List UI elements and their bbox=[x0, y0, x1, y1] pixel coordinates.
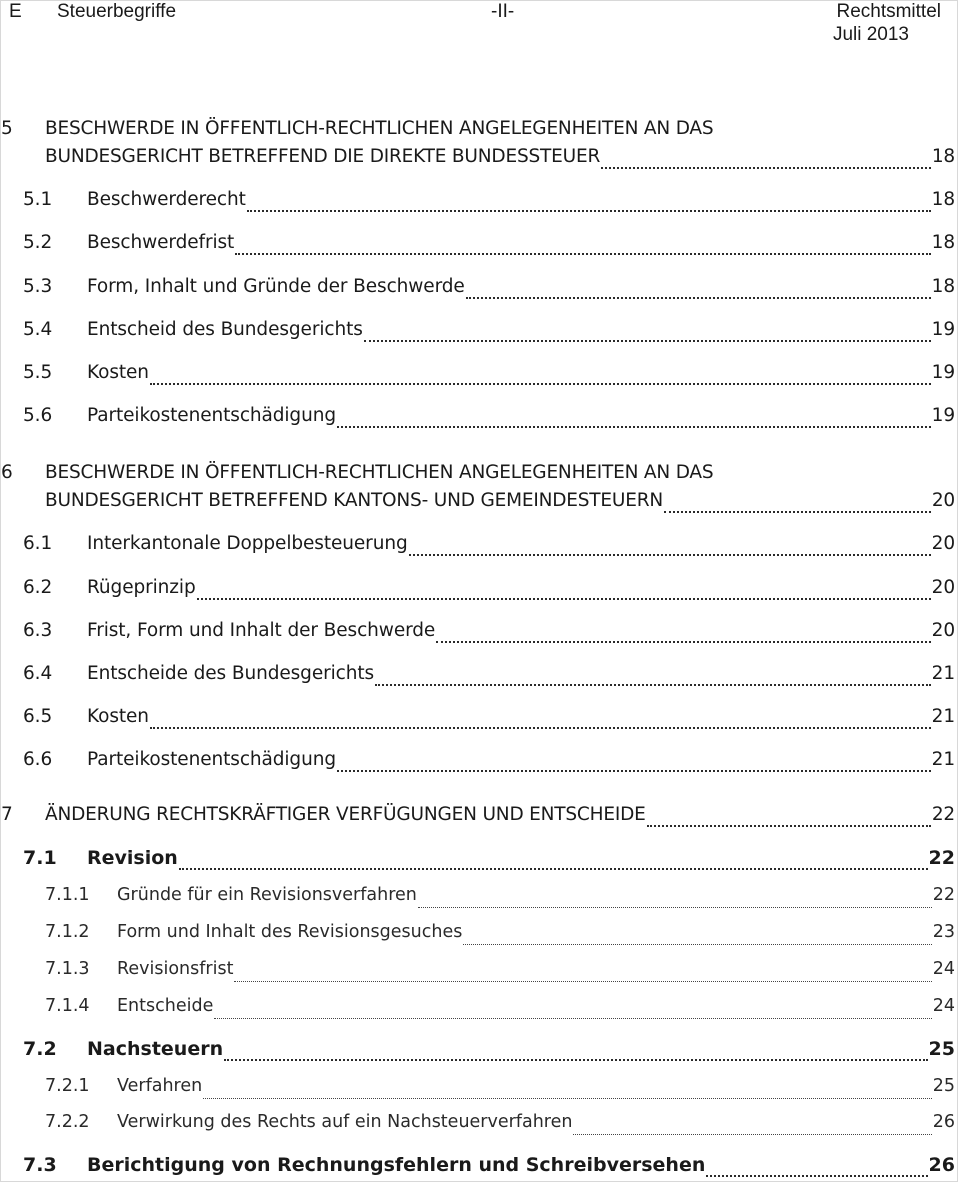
toc-page: 20 bbox=[931, 577, 955, 598]
header-date: Juli 2013 bbox=[832, 24, 909, 45]
toc-number: 7.1 bbox=[23, 847, 57, 869]
toc-title: Beschwerdefrist bbox=[87, 232, 235, 253]
header-title: Steuerbegriffe bbox=[57, 1, 177, 22]
toc-entry-7-1-4[interactable] bbox=[1, 996, 955, 1026]
leader-dots bbox=[647, 825, 931, 827]
leader-dots bbox=[203, 1098, 932, 1099]
toc-entry-7[interactable] bbox=[1, 804, 955, 834]
toc-entry-7-1-2[interactable] bbox=[1, 922, 955, 952]
toc-page: 19 bbox=[931, 319, 955, 340]
header-section: Rechtsmittel bbox=[836, 1, 941, 22]
toc-title: Verfahren bbox=[117, 1076, 203, 1096]
toc-number: 7.1.4 bbox=[45, 996, 90, 1016]
toc-page: 20 bbox=[931, 490, 955, 511]
toc-number: 7.3 bbox=[23, 1154, 57, 1176]
toc-title: Form, Inhalt und Gründe der Beschwerde bbox=[87, 276, 465, 297]
toc-title: Frist, Form und Inhalt der Beschwerde bbox=[87, 620, 436, 641]
leader-dots bbox=[375, 684, 931, 686]
toc-number: 7.2.2 bbox=[45, 1112, 90, 1132]
leader-dots bbox=[409, 554, 931, 556]
toc-page: 22 bbox=[932, 885, 955, 905]
leader-dots bbox=[418, 907, 932, 908]
toc-number: 7.1.3 bbox=[45, 959, 90, 979]
header-letter: E bbox=[9, 1, 22, 22]
toc-number: 6.6 bbox=[23, 749, 53, 770]
toc-title: Form und Inhalt des Revisionsgesuches bbox=[117, 922, 463, 942]
leader-dots bbox=[436, 641, 930, 643]
toc-title: Revision bbox=[87, 847, 178, 869]
toc-entry-5-2[interactable] bbox=[1, 232, 955, 262]
toc-title: Parteikostenentschädigung bbox=[87, 749, 336, 770]
toc-entry-5-1[interactable] bbox=[1, 189, 955, 219]
toc-entry-6-4[interactable] bbox=[1, 663, 955, 693]
leader-dots bbox=[573, 1134, 931, 1135]
toc-page: 23 bbox=[932, 922, 955, 942]
toc-title: ÄNDERUNG RECHTSKRÄFTIGER VERFÜGUNGEN UND ENTSCHEIDE bbox=[45, 804, 646, 825]
leader-dots bbox=[224, 1059, 927, 1061]
toc-page: 25 bbox=[932, 1076, 955, 1096]
toc-page: 21 bbox=[931, 706, 955, 727]
toc-page: 19 bbox=[931, 405, 955, 426]
toc-entry-6-2[interactable] bbox=[1, 577, 955, 607]
toc-entry-6-1[interactable] bbox=[1, 533, 955, 563]
toc-title: Kosten bbox=[87, 706, 149, 727]
toc-page: 20 bbox=[931, 620, 955, 641]
toc-number: 5.1 bbox=[23, 189, 53, 210]
toc-number: 7.2.1 bbox=[45, 1076, 90, 1096]
leader-dots bbox=[466, 297, 931, 299]
toc-title: Berichtigung von Rechnungsfehlern und Schreibversehen bbox=[87, 1154, 706, 1176]
toc-title: Entscheide bbox=[117, 996, 214, 1016]
toc-title: Interkantonale Doppelbesteuerung bbox=[87, 533, 408, 554]
leader-dots bbox=[463, 944, 931, 945]
toc-number: 5.5 bbox=[23, 362, 53, 383]
toc-page: 18 bbox=[931, 146, 955, 167]
leader-dots bbox=[235, 253, 930, 255]
toc-number: 6.5 bbox=[23, 706, 53, 727]
leader-dots bbox=[179, 868, 928, 870]
toc-entry-5-5[interactable] bbox=[1, 362, 955, 392]
toc-page: 25 bbox=[928, 1038, 955, 1060]
toc-title: BUNDESGERICHT BETREFFEND KANTONS- UND GEMEINDESTEUERN bbox=[45, 490, 664, 511]
toc-number: 6.4 bbox=[23, 663, 53, 684]
toc-entry-5-4[interactable] bbox=[1, 319, 955, 349]
toc-title: Entscheide des Bundesgerichts bbox=[87, 663, 375, 684]
toc-entry-5-6[interactable] bbox=[1, 405, 955, 435]
leader-dots bbox=[337, 770, 931, 772]
toc-title: Rügeprinzip bbox=[87, 577, 196, 598]
leader-dots bbox=[601, 167, 931, 169]
toc-number: 7 bbox=[1, 804, 13, 825]
toc-entry-7-1-3[interactable] bbox=[1, 959, 955, 989]
toc-entry-7-2[interactable] bbox=[1, 1038, 955, 1068]
toc-heading-6-line1: BESCHWERDE IN ÖFFENTLICH-RECHTLICHEN ANGELEGENHEITEN AN DAS bbox=[45, 462, 714, 483]
toc-title: Verwirkung des Rechts auf ein Nachsteuerverfahren bbox=[117, 1112, 573, 1132]
toc-number: 6.2 bbox=[23, 577, 53, 598]
toc-page: 18 bbox=[931, 276, 955, 297]
toc-page: 22 bbox=[928, 847, 955, 869]
toc-page: 21 bbox=[931, 749, 955, 770]
toc-number: 6.1 bbox=[23, 533, 53, 554]
toc-entry-6-5[interactable] bbox=[1, 706, 955, 736]
toc-number: 6.3 bbox=[23, 620, 53, 641]
toc-title: Gründe für ein Revisionsverfahren bbox=[117, 885, 417, 905]
toc-page: 24 bbox=[932, 996, 955, 1016]
toc-page: 19 bbox=[931, 362, 955, 383]
toc-entry-7-2-1[interactable] bbox=[1, 1076, 955, 1106]
toc-heading-5-line1: BESCHWERDE IN ÖFFENTLICH-RECHTLICHEN ANGELEGENHEITEN AN DAS bbox=[45, 118, 714, 139]
toc-entry-7-3[interactable] bbox=[1, 1154, 955, 1184]
toc-entry-7-1-1[interactable] bbox=[1, 885, 955, 915]
toc-number: 5.6 bbox=[23, 405, 53, 426]
toc-entry-6-6[interactable] bbox=[1, 749, 955, 779]
toc-number: 7.2 bbox=[23, 1038, 57, 1060]
leader-dots bbox=[664, 511, 931, 513]
toc-page: 18 bbox=[931, 189, 955, 210]
toc-entry-5-3[interactable] bbox=[1, 276, 955, 306]
toc-title: BUNDESGERICHT BETREFFEND DIE DIREKTE BUNDESSTEUER bbox=[45, 146, 601, 167]
toc-title: Entscheid des Bundesgerichts bbox=[87, 319, 363, 340]
toc-entry-7-1[interactable] bbox=[1, 847, 955, 877]
toc-number: 7.1.2 bbox=[45, 922, 90, 942]
toc-title: Parteikostenentschädigung bbox=[87, 405, 336, 426]
toc-entry-6-3[interactable] bbox=[1, 620, 955, 650]
toc-page: 18 bbox=[931, 232, 955, 253]
toc-number: 5.3 bbox=[23, 276, 53, 297]
toc-title: Beschwerderecht bbox=[87, 189, 246, 210]
leader-dots bbox=[706, 1175, 927, 1177]
toc-number: 7.1.1 bbox=[45, 885, 90, 905]
toc-title: Revisionsfrist bbox=[117, 959, 234, 979]
leader-dots bbox=[197, 598, 931, 600]
toc-number: 5.4 bbox=[23, 319, 53, 340]
toc-number: 6 bbox=[1, 462, 13, 483]
toc-page: 20 bbox=[931, 533, 955, 554]
toc-number: 5.2 bbox=[23, 232, 53, 253]
header-page-number: -II- bbox=[491, 1, 515, 22]
leader-dots bbox=[214, 1018, 931, 1019]
leader-dots bbox=[150, 727, 931, 729]
toc-number: 5 bbox=[1, 118, 13, 139]
toc-entry-7-2-2[interactable] bbox=[1, 1112, 955, 1142]
toc-title: Kosten bbox=[87, 362, 149, 383]
toc-page: 26 bbox=[932, 1112, 955, 1132]
leader-dots bbox=[234, 981, 931, 982]
leader-dots bbox=[364, 340, 931, 342]
toc-page: 26 bbox=[928, 1154, 955, 1176]
toc-page: 21 bbox=[931, 663, 955, 684]
toc-page: 22 bbox=[931, 804, 955, 825]
toc-title: Nachsteuern bbox=[87, 1038, 224, 1060]
leader-dots bbox=[247, 210, 931, 212]
leader-dots bbox=[337, 426, 931, 428]
leader-dots bbox=[150, 383, 931, 385]
toc-page: 24 bbox=[932, 959, 955, 979]
